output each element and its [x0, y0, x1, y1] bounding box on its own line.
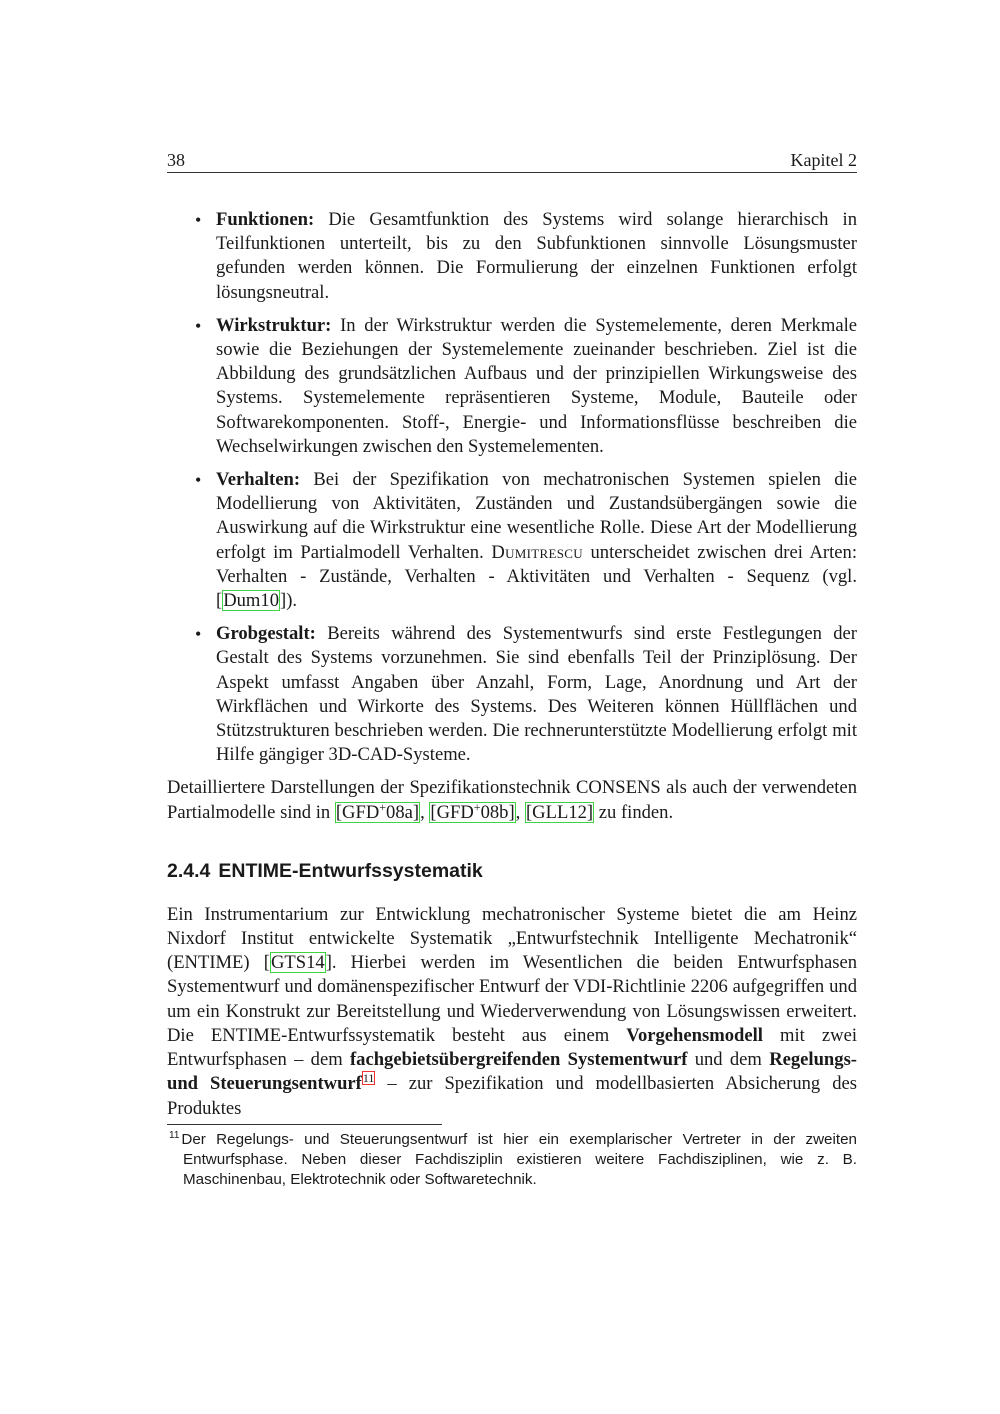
section-number: 2.4.4: [167, 859, 211, 882]
paragraph-text: zu finden.: [594, 801, 674, 823]
bullet-term: Funktionen:: [216, 209, 315, 230]
chapter-label: Kapitel 2: [790, 150, 857, 170]
separator: ,: [420, 801, 430, 823]
bold-term: Vorgehensmodell: [626, 1024, 763, 1046]
bullet-text: unterscheidet zwischen drei Arten: Verhalten - Zustände, Verhalten - Aktivitäten und Verhalten - Sequenz (vgl.: [216, 541, 857, 587]
citation-text: 08a: [386, 801, 413, 823]
bold-term: Regelungs- und Steuerungsentwurf: [167, 1049, 857, 1095]
list-item: [167, 208, 857, 305]
paragraph-text: . Hierbei werden im Wesentlichen die beiden Entwurfsphasen Systementwurf und domänenspezifischer Entwurf der VDI-Richtlinie 2206 aufgegriffen und um ein Konstrukt zur Bereitstellung und Wiederverwendung von Lösungswissen erweitert. Die ENTIME-Entwurfssystematik besteht aus einem: [167, 952, 857, 1046]
body-text: [167, 208, 857, 1190]
citation-text: 08b: [480, 801, 509, 823]
bullet-icon: •: [195, 624, 202, 645]
page-number: 38: [167, 150, 185, 170]
footnote-ref-link[interactable]: 11: [362, 1071, 375, 1086]
paragraph-text: – zur Spezifikation und modellbasierten Absicherung des Produktes: [167, 1073, 857, 1119]
bullet-text: In der Wirkstruktur werden die Systemelemente, deren Merkmale sowie die Beziehungen der Systemelemente zueinander beschrieben. Ziel ist die Abbildung des grundsätzlichen Aufbaus und der prinzipiellen Wirkungsweise des Systems. Systemelemente repräsentieren Systeme, Module, Bauteile oder Softwarekomponenten. Stoff-, Energie- und Informationsflüsse beschreiben die Wechselwirkungen zwischen den Systemelementen.: [216, 314, 857, 457]
section-heading: [167, 859, 857, 883]
citation-link[interactable]: GTS14: [270, 952, 325, 974]
paragraph: [167, 776, 857, 824]
citation-link[interactable]: [GFD+08b]: [430, 799, 515, 823]
bullet-icon: •: [195, 315, 202, 336]
bullet-list: [167, 208, 857, 767]
bullet-text: ).: [286, 590, 298, 612]
footnote-rule: [167, 1124, 442, 1125]
section-title: ENTIME-Entwurfssystematik: [218, 859, 483, 882]
bullet-icon: •: [195, 470, 202, 491]
paragraph-text: Detailliertere Darstellungen der Spezifikationstechnik CONSENS als auch der verwendeten Partialmodelle sind in: [167, 777, 857, 823]
list-item: [167, 622, 857, 767]
separator: ,: [515, 801, 525, 823]
citation-link[interactable]: [GFD+08a]: [335, 799, 420, 823]
bold-term: fachgebietsübergreifenden Systementwurf: [349, 1049, 688, 1071]
footnote-text: Der Regelungs- und Steuerungsentwurf ist hier ein exemplarischer Vertreter in der zweiten Entwurfsphase. Neben dieser Fachdisziplin existieren weitere Fachdisziplinen, wie z. B. Maschinenbau, Elektrotechnik oder Softwaretechnik.: [181, 1130, 857, 1188]
bullet-term: Verhalten:: [216, 469, 301, 491]
author-name: Dumitrescu: [491, 541, 583, 563]
bullet-text: Die Gesamtfunktion des Systems wird solange hierarchisch in Teilfunktionen unterteilt, bis zu den Subfunktionen sinnvolle Lösungsmuster gefunden werden können. Die Formulierung der einzelnen Funktionen erfolgt lösungsneutral.: [216, 209, 857, 303]
citation-sup: +: [379, 799, 387, 814]
list-item: [167, 314, 857, 459]
footnote-mark: 11: [169, 1129, 180, 1141]
running-header: [167, 148, 857, 173]
bullet-text: Bereits während des Systementwurfs sind erste Festlegungen der Gestalt des Systems vorzunehmen. Sie sind ebenfalls Teil der Prinziplösung. Der Aspekt umfasst Angaben über Anzahl, Form, Lage, Anordnung und Art der Wirkflächen und Wirkorte des Systems. Des Weiteren können Hüllflächen und Stützstrukturen beschrieben werden. Die rechnerunterstützte Modellierung erfolgt mit Hilfe gängiger 3D-CAD-Systeme.: [216, 623, 857, 766]
citation-link[interactable]: Dum10: [223, 590, 279, 612]
citation-text: GFD: [342, 801, 380, 823]
bullet-term: Wirkstruktur:: [216, 314, 332, 336]
paragraph-text: mit zwei Entwurfsphasen – dem: [167, 1024, 857, 1071]
bullet-icon: •: [195, 210, 202, 230]
citation-text: GFD: [436, 801, 474, 823]
bullet-term: Grobgestalt:: [216, 623, 316, 645]
citation-sup: +: [473, 799, 481, 814]
footnote: [167, 1130, 857, 1190]
paragraph-text: Ein Instrumentarium zur Entwicklung mechatronischer Systeme bietet die am Heinz Nixdorf Institut entwickelte Systematik „Entwurfstechnik Intelligente Mechatronik“ (ENTIME): [167, 903, 857, 974]
citation-text: GLL12: [532, 801, 587, 823]
citation-link[interactable]: [GLL12]: [525, 801, 594, 823]
bullet-text: Bei der Spezifikation von mechatronischen Systemen spielen die Modellierung von Aktivitäten, Zuständen und Zustandsübergängen sowie die Auswirkung auf die Wirkstruktur eine wesentliche Rolle. Diese Art der Modellierung erfolgt im Partialmodell Verhalten.: [216, 469, 857, 563]
paragraph-text: und dem: [687, 1049, 770, 1071]
list-item: • Verhalten: Bei der Spezifikation von mechatronischen Systemen spielen die Modellierung von Aktivitäten, Zuständen und Zustandsübergängen sowie die Auswirkung auf die Wirkstruktur eine wesentliche Rolle. Diese Art der Modellierung erfolgt im Partialmodell Verhalten. Dumitrescu unterscheidet zwischen drei Arten: Verhalten - Zustände, Verhalten - Aktivitäten und Verhalten - Sequenz (vgl. [Dum10]).: [195, 469, 857, 612]
paragraph: Ein Instrumentarium zur Entwicklung mechatronischer Systeme bietet die am Heinz Nixdorf Institut entwickelte Systematik „Entwurfstechnik Intelligente Mechatronik“ (ENTIME) [GTS14]. Hierbei werden im Wesentlichen die beiden Entwurfsphasen Systementwurf und domänenspezifischer Entwurf der VDI-Richtlinie 2206 aufgegriffen und um ein Konstrukt zur Bereitstellung und Wiederverwendung von Lösungswissen erweitert. Die ENTIME-Entwurfssystematik besteht aus einem Vorgehensmodell mit zwei Entwurfsphasen – dem fachgebietsübergreifenden Systementwurf und dem Regelungs- und Steuerungsentwurf$^{11}$ – zur Spezifikation und modellbasierten Absicherung des Produktes: [167, 903, 857, 1119]
